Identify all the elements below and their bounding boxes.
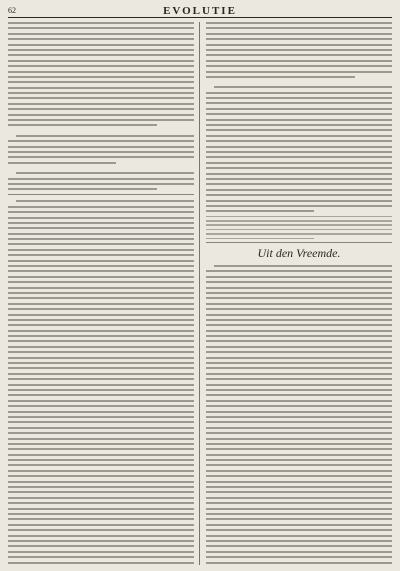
page-number: 62 <box>8 6 16 15</box>
section-rule <box>206 242 392 243</box>
column-gutter <box>199 22 200 565</box>
right-column <box>206 22 392 565</box>
journal-title: EVOLUTIE <box>163 5 237 17</box>
section-title: Uit den Vreemde. <box>257 246 341 261</box>
left-column <box>8 22 194 565</box>
header-rule <box>8 17 392 18</box>
paragraph-rule <box>8 194 194 195</box>
footnote-block <box>206 216 392 240</box>
